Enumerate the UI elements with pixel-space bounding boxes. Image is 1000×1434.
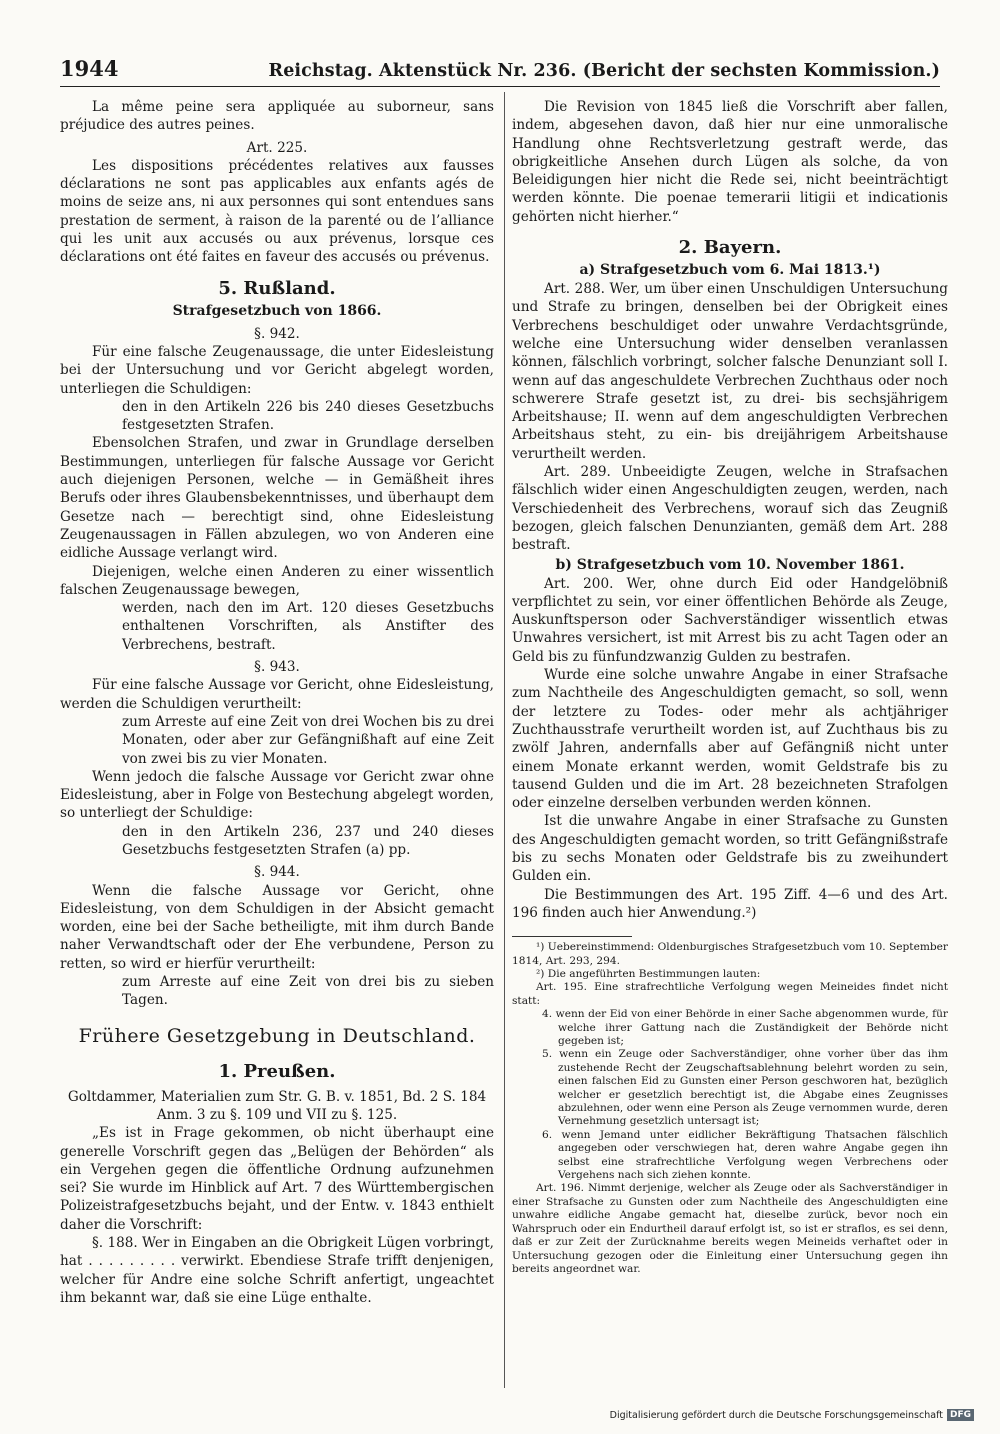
left-paragraph-sub: zum Arreste auf eine Zeit von drei bis zu sieben Tagen. bbox=[122, 974, 494, 1009]
right-paragraph-ind: Art. 289. Unbeeidigte Zeugen, welche in Strafsachen fälschlich wider einen Angeschuldigten zeugen, werden, nach Verschiedenheit des Verbrechens, worauf sich das Zeugniß bezogen, gleich falschen Denunzianten, gemäß dem Art. 288 bestraft. bbox=[512, 464, 948, 554]
right-column bbox=[512, 98, 948, 1276]
left-paragraph-sub: werden, nach den im Art. 120 dieses Gesetzbuchs enthaltenen Vorschriften, als Anstifter des Verbrechens, bestraft. bbox=[122, 600, 494, 653]
left-paragraph-ind: Ebensolchen Strafen, und zwar in Grundlage derselben Bestimmungen, unterliegen für falsche Aussage vor Gericht auch diejenigen Personen, welche — in Gemäßheit ihres Berufs oder ihres Glaubensbekenntnisses, und überhaupt dem Gesetze nach — berechtigt sind, ohne Eidesleistung Zeugenaussagen in Fällen abzulegen, wo von Anderen eine eidliche Aussage verlangt wird. bbox=[60, 435, 494, 562]
right-column-body bbox=[512, 98, 948, 922]
page-number: 1944 bbox=[60, 56, 119, 81]
left-paragraph-h2: 1. Preußen. bbox=[218, 1060, 336, 1082]
header-rule bbox=[60, 86, 940, 87]
left-paragraph-ind: Les dispositions précédentes relatives aux fausses déclarations ne sont pas applicables aux enfants agés de moins de seize ans, ni aux personnes qui sont entendues sans prestation de serment, à raison de la parenté ou de l’alliance qui les unit aux accusés ou aux prévenus, lorsque ces déclarations ont été faites en faveur des accusés ou prévenus. bbox=[60, 157, 494, 266]
page-header bbox=[60, 56, 940, 86]
left-paragraph-c: §. 942. bbox=[254, 325, 300, 342]
footnote-ind: ¹) Uebereinstimmend: Oldenburgisches Strafgesetzbuch vom 10. September 1814, Art. 293, 294. bbox=[512, 941, 948, 967]
left-paragraph-sub: den in den Artikeln 226 bis 240 dieses Gesetzbuchs festgesetzten Strafen. bbox=[122, 398, 494, 434]
left-paragraph-ind: Wenn die falsche Aussage vor Gericht, ohne Eidesleistung, von dem Schuldigen in der Absicht gemacht worden, eine bei der Sache betheiligte, mit ihm durch Bande naher Verwandtschaft oder der Ehe verbundene, Person zu retten, so wird er hierfür verurtheilt: bbox=[60, 882, 494, 972]
left-paragraph-sub: den in den Artikeln 236, 237 und 240 dieses Gesetzbuchs festgesetzten Strafen (a) pp. bbox=[122, 823, 494, 858]
right-paragraph-ind: Art. 200. Wer, ohne durch Eid oder Handgelöbniß verpflichtet zu sein, vor einer öffentlichen Behörde als Zeuge, Auskunftsperson oder Sachverständiger wissentlich etwas Unwahres versichert, ist mit Arrest bis zu acht Tagen oder an Geld bis zu fünfundzwanzig Gulden zu bestrafen. bbox=[512, 575, 948, 665]
left-paragraph-ind: Wenn jedoch die falsche Aussage vor Gericht zwar ohne Eidesleistung, aber in Folge von Bestechung abgelegt worden, so unterliegt der Schuldige: bbox=[60, 768, 494, 822]
left-paragraph-ind: Für eine falsche Aussage vor Gericht, ohne Eidesleistung, werden die Schuldigen verurtheilt: bbox=[60, 677, 494, 712]
left-paragraph-h2: 5. Rußland. bbox=[218, 277, 336, 299]
left-paragraph-ind: La même peine sera appliquée au suborneur, sans préjudice des autres peines. bbox=[60, 99, 494, 134]
footnote-ind: Art. 195. Eine strafrechtliche Verfolgung wegen Meineides findet nicht statt: bbox=[512, 981, 948, 1007]
right-paragraph-h3: a) Strafgesetzbuch vom 6. Mai 1813.¹) bbox=[579, 262, 881, 279]
left-paragraph-h3: Strafgesetzbuch von 1866. bbox=[172, 302, 382, 319]
digitization-footer bbox=[610, 1406, 974, 1424]
right-paragraph-ind: Wurde eine solche unwahre Angabe in einer Strafsache zum Nachtheile des Angeschuldigten gemacht, so soll, wenn der letztere zu Todes- oder mehr als achtjähriger Zuchthausstrafe verurtheilt worden ist, auf Zuchthaus bis zu zwölf Jahren, andernfalls aber auf Gefängniß nicht unter einem Monate erkannt werden, womit Geldstrafe bis zu tausend Gulden und die im Art. 28 bezeichneten Strafolgen oder einzelne derselben verbunden werden können. bbox=[512, 667, 948, 812]
left-paragraph-hb: Frühere Gesetzgebung in Deutschland. bbox=[78, 1024, 476, 1047]
funding-note: Digitalisierung gefördert durch die Deutsche Forschungsgemeinschaft bbox=[609, 1409, 943, 1421]
footnote-ind: ²) Die angeführten Bestimmungen lauten: bbox=[536, 967, 761, 980]
left-paragraph-c: Art. 225. bbox=[246, 139, 308, 156]
left-paragraph-c: §. 944. bbox=[254, 864, 300, 881]
column-divider bbox=[504, 92, 505, 1388]
left-paragraph-sub: zum Arreste auf eine Zeit von drei Wochen bis zu drei Monaten, oder aber zur Gefängnißhaft auf eine Zeit von zwei bis zu vier Monaten. bbox=[122, 713, 494, 767]
right-paragraph-ind: Art. 288. Wer, um über einen Unschuldigen Untersuchung und Strafe zu bringen, denselben bei der Obrigkeit eines Verbrechens beschuldiget oder unwahre Verdachtsgründe, welche eine Untersuchung wider denselben veranlassen können, fälschlich vorbringt, solcher falsche Denunziant soll I. wenn auf das angeschuldete Verbrechen Zuchthaus oder noch schwerere Strafe gesetzt ist, zu drei- bis sechsjährigem Arbeitshause; II. wenn auf dem angeschuldigten Verbrechen Arbeitshaus steht, zu ein- bis dreijährigem Arbeitshause verurtheilt werden. bbox=[512, 281, 948, 462]
right-paragraph-ind: Die Bestimmungen des Art. 195 Ziff. 4—6 und des Art. 196 finden auch hier Anwendung.²) bbox=[512, 886, 948, 921]
footnotes bbox=[512, 941, 948, 1276]
left-column bbox=[60, 98, 494, 1307]
footnote-rule bbox=[512, 936, 632, 937]
right-paragraph-ind: Ist die unwahre Angabe in einer Strafsache zu Gunsten des Angeschuldigten gemacht worden, so tritt Gefängnißstrafe bis zu sechs Monaten oder Geldstrafe bis zu zweihundert Gulden ein. bbox=[512, 813, 948, 885]
footnote-ind: Art. 196. Nimmt derjenige, welcher als Zeuge oder als Sachverständiger in einer Strafsache zu Gunsten oder zum Nachtheile des Angeschuldigten eine unwahre eidliche Angabe gemacht hat, dieselbe zurück, bevor noch ein Wahrspruch oder ein Endurtheil darauf erfolgt ist, so ist er straflos, es sei denn, daß er zur Zeit der Zurücknahme bereits wegen Meineids verhaftet oder in Untersuchung gezogen oder die Einleitung einer Untersuchung gegen ihn bereits angeordnet war. bbox=[512, 1182, 948, 1275]
footnote-sub: 6. wenn Jemand unter eidlicher Bekräftigung Thatsachen fälschlich angegeben oder verschwiegen hat, deren wahre Angabe gegen ihn selbst eine strafrechtliche Verfolgung wegen Verbrechens oder Vergehens nach sich ziehen konnte. bbox=[542, 1128, 948, 1182]
right-paragraph-h3: b) Strafgesetzbuch vom 10. November 1861. bbox=[555, 556, 905, 573]
dfg-logo: DFG bbox=[947, 1409, 974, 1421]
left-paragraph-ind: „Es ist in Frage gekommen, ob nicht überhaupt eine generelle Vorschrift gegen das „Belügen der Behörden“ als ein Vergehen gegen die öffentliche Ordnung aufzunehmen sei? Sie wurde im Hinblick auf Art. 7 des Württembergischen Polizeistrafgesetzbuchs bejaht, und der Entw. v. 1843 enthielt daher die Vorschrift: bbox=[60, 1125, 494, 1233]
running-title: Reichstag. Aktenstück Nr. 236. (Bericht der sechsten Kommission.) bbox=[268, 61, 940, 81]
left-paragraph-ind: Für eine falsche Zeugenaussage, die unter Eidesleistung bei der Untersuchung und vor Gericht abgelegt worden, unterliegen die Schuldigen: bbox=[60, 343, 494, 397]
left-paragraph-c: §. 943. bbox=[254, 659, 300, 676]
left-paragraph-c: Goltdammer, Materialien zum Str. G. B. v. 1851, Bd. 2 S. 184 Anm. 3 zu §. 109 und VII zu §. 125. bbox=[67, 1088, 487, 1123]
right-paragraph-h2: 2. Bayern. bbox=[678, 237, 782, 259]
left-paragraph-ind: Diejenigen, welche einen Anderen zu einer wissentlich falschen Zeugenaussage bewegen, bbox=[60, 563, 494, 598]
footnote-sub: 4. wenn der Eid von einer Behörde in einer Sache abgenommen wurde, für welche ihrer Gattung nach die Zuständigkeit der Behörde nicht gegeben ist; bbox=[542, 1008, 948, 1048]
footnote-sub: 5. wenn ein Zeuge oder Sachverständiger, ohne vorher über das ihm zustehende Recht der Zeugschaftsablehnung belehrt worden zu sein, einen falschen Eid zu Gunsten einer Person geschworen hat, bezüglich welcher er gesetzlich berechtigt ist, die Abgabe eines Zeugnisses abzulehnen, oder wenn eine Person als Zeuge vernommen wurde, deren Vernehmung gesetzlich untersagt ist; bbox=[542, 1048, 948, 1128]
right-paragraph-ind: Die Revision von 1845 ließ die Vorschrift aber fallen, indem, abgesehen davon, daß hier nur eine unmoralische Handlung ohne Rechtsverletzung gestraft werde, das obrigkeitliche Ansehen durch Lügen als solche, da von Beleidigungen hier nicht die Rede sei, nicht beeinträchtigt werden könnte. Die poenae temerarii litigii et indicationis gehörten nicht hierher.“ bbox=[512, 99, 948, 225]
left-paragraph-ind: §. 188. Wer in Eingaben an die Obrigkeit Lügen vorbringt, hat . . . . . . . . . verwirkt. Ebendiese Strafe trifft denjenigen, welcher für Andre eine solche Schrift anfertigt, ungeachtet ihm bekannt war, daß sie eine Lüge enthalte. bbox=[60, 1235, 494, 1306]
